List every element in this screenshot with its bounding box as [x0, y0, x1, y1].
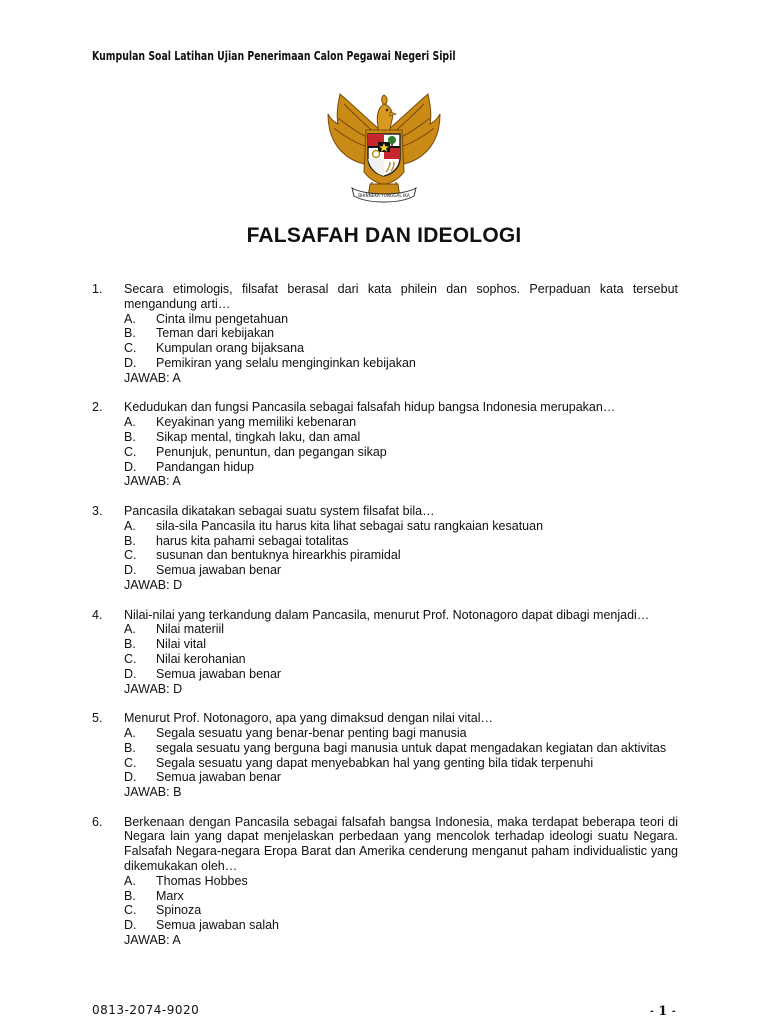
answer-option	[124, 741, 678, 756]
page-number	[650, 1004, 676, 1019]
option-letter: A.	[124, 518, 136, 533]
answer-option	[124, 756, 678, 771]
question-body	[124, 504, 678, 593]
option-text: Semua jawaban benar	[156, 666, 282, 681]
option-letter: A.	[124, 415, 136, 430]
option-text: Semua jawaban benar	[156, 770, 282, 785]
question-number: 3.	[92, 503, 103, 518]
option-text: Thomas Hobbes	[156, 873, 248, 888]
footer-phone: 0813-2074-9020	[92, 1003, 200, 1017]
answer-option	[124, 726, 678, 741]
option-letter: A.	[124, 622, 136, 637]
option-text: Penunjuk, penuntun, dan pegangan sikap	[156, 444, 387, 459]
answer-option	[124, 903, 678, 918]
question-body	[124, 282, 678, 386]
option-text: sila-sila Pancasila itu harus kita lihat sebagai satu rangkaian kesatuan	[156, 518, 544, 533]
option-letter: B.	[124, 888, 136, 903]
option-text: Pemikiran yang selalu menginginkan kebijakan	[156, 355, 416, 370]
option-letter: C.	[124, 903, 137, 918]
option-text: segala sesuatu yang berguna bagi manusia untuk dapat mengadakan kegiatan dan aktivitas	[156, 740, 667, 755]
option-letter: D.	[124, 563, 137, 578]
page-number-dash-right: -	[671, 1007, 676, 1017]
answer-option	[124, 534, 678, 549]
option-letter: B.	[124, 326, 136, 341]
option-text: Nilai kerohanian	[156, 651, 246, 666]
document-title: FALSAFAH DAN IDEOLOGI	[246, 224, 522, 247]
option-text: Semua jawaban salah	[156, 918, 279, 933]
option-letter: C.	[124, 651, 137, 666]
question-text: Secara etimologis, filsafat berasal dari kata philein dan sophos. Perpaduan kata tersebut mengandung arti…	[124, 282, 678, 311]
answer-option	[124, 519, 678, 534]
question-text: Nilai-nilai yang terkandung dalam Pancasila, menurut Prof. Notonagoro dapat dibagi menjadi…	[124, 607, 650, 622]
answer-key: JAWAB: D	[124, 681, 183, 696]
option-letter: A.	[124, 873, 136, 888]
option-letter: B.	[124, 533, 136, 548]
question-list	[92, 282, 678, 948]
question-number: 2.	[92, 400, 103, 415]
question-body	[124, 711, 678, 800]
option-letter: C.	[124, 341, 137, 356]
option-letter: C.	[124, 548, 137, 563]
option-letter: C.	[124, 755, 137, 770]
question-text: Pancasila dikatakan sebagai suatu system filsafat bila…	[124, 503, 435, 518]
option-letter: A.	[124, 725, 136, 740]
question-item	[92, 815, 678, 948]
option-text: Cinta ilmu pengetahuan	[156, 311, 289, 326]
option-letter: D.	[124, 459, 137, 474]
question-number: 6.	[92, 814, 103, 829]
option-text: Kumpulan orang bijaksana	[156, 341, 305, 356]
question-item	[92, 282, 678, 386]
answer-option	[124, 637, 678, 652]
answer-option	[124, 874, 678, 889]
answer-key: JAWAB: A	[124, 370, 181, 385]
question-item	[92, 711, 678, 800]
option-letter: B.	[124, 740, 136, 755]
emblem-ribbon-text: BHINNEKA TUNGGAL IKA	[358, 193, 410, 198]
answer-option	[124, 445, 678, 460]
answer-option	[124, 563, 678, 578]
question-number: 4.	[92, 607, 103, 622]
answer-option	[124, 667, 678, 682]
question-number: 5.	[92, 711, 103, 726]
answer-option	[124, 415, 678, 430]
option-text: harus kita pahami sebagai totalitas	[156, 533, 349, 548]
option-letter: D.	[124, 355, 137, 370]
answer-key: JAWAB: D	[124, 577, 183, 592]
answer-key: JAWAB: A	[124, 933, 181, 948]
option-text: Segala sesuatu yang benar-benar penting bagi manusia	[156, 725, 467, 740]
question-body	[124, 400, 678, 489]
option-text: Nilai materiil	[156, 622, 225, 637]
option-text: Spinoza	[156, 903, 202, 918]
option-letter: D.	[124, 770, 137, 785]
option-letter: D.	[124, 918, 137, 933]
answer-key: JAWAB: B	[124, 785, 182, 800]
running-header: Kumpulan Soal Latihan Ujian Penerimaan Calon Pegawai Negeri Sipil	[92, 49, 456, 63]
question-item	[92, 504, 678, 593]
page-number-dash-left: -	[650, 1007, 654, 1017]
question-body	[124, 608, 678, 697]
page-number-value: 1	[658, 1004, 668, 1019]
answer-option	[124, 889, 678, 904]
option-letter: D.	[124, 666, 137, 681]
answer-option	[124, 326, 678, 341]
option-text: Pandangan hidup	[156, 459, 255, 474]
option-text: Nilai vital	[156, 637, 207, 652]
option-text: Marx	[156, 888, 184, 903]
option-text: Segala sesuatu yang dapat menyebabkan hal yang genting bila tidak terpenuhi	[156, 755, 594, 770]
answer-option	[124, 770, 678, 785]
option-text: Keyakinan yang memiliki kebenaran	[156, 415, 357, 430]
option-text: susunan dan bentuknya hirearkhis piramidal	[156, 548, 401, 563]
question-item	[92, 608, 678, 697]
question-text: Menurut Prof. Notonagoro, apa yang dimaksud dengan nilai vital…	[124, 711, 493, 726]
option-text: Teman dari kebijakan	[156, 326, 275, 341]
option-letter: B.	[124, 637, 136, 652]
answer-option	[124, 622, 678, 637]
answer-option	[124, 356, 678, 371]
question-text: Berkenaan dengan Pancasila sebagai falsafah bangsa Indonesia, maka terdapat beberapa teori di Negara lain yang dapat menjelaskan perbedaan yang mencolok terhadap ideologi suatu Negara. Falsafah Negara-negara Eropa Barat dan Amerika cenderung menganut paham individualistic yang dikemukakan oleh…	[124, 814, 678, 874]
option-text: Sikap mental, tingkah laku, dan amal	[156, 429, 361, 444]
answer-option	[124, 430, 678, 445]
answer-option	[124, 460, 678, 475]
option-letter: C.	[124, 444, 137, 459]
question-number: 1.	[92, 282, 103, 296]
question-body	[124, 815, 678, 948]
question-item	[92, 400, 678, 489]
answer-option	[124, 918, 678, 933]
option-letter: B.	[124, 429, 136, 444]
garuda-pancasila-emblem-icon	[326, 88, 442, 206]
answer-option	[124, 652, 678, 667]
answer-option	[124, 548, 678, 563]
option-letter: A.	[124, 311, 136, 326]
option-text: Semua jawaban benar	[156, 563, 282, 578]
question-text: Kedudukan dan fungsi Pancasila sebagai falsafah hidup bangsa Indonesia merupakan…	[124, 400, 616, 415]
answer-option	[124, 341, 678, 356]
answer-option	[124, 312, 678, 327]
answer-key: JAWAB: A	[124, 474, 181, 489]
